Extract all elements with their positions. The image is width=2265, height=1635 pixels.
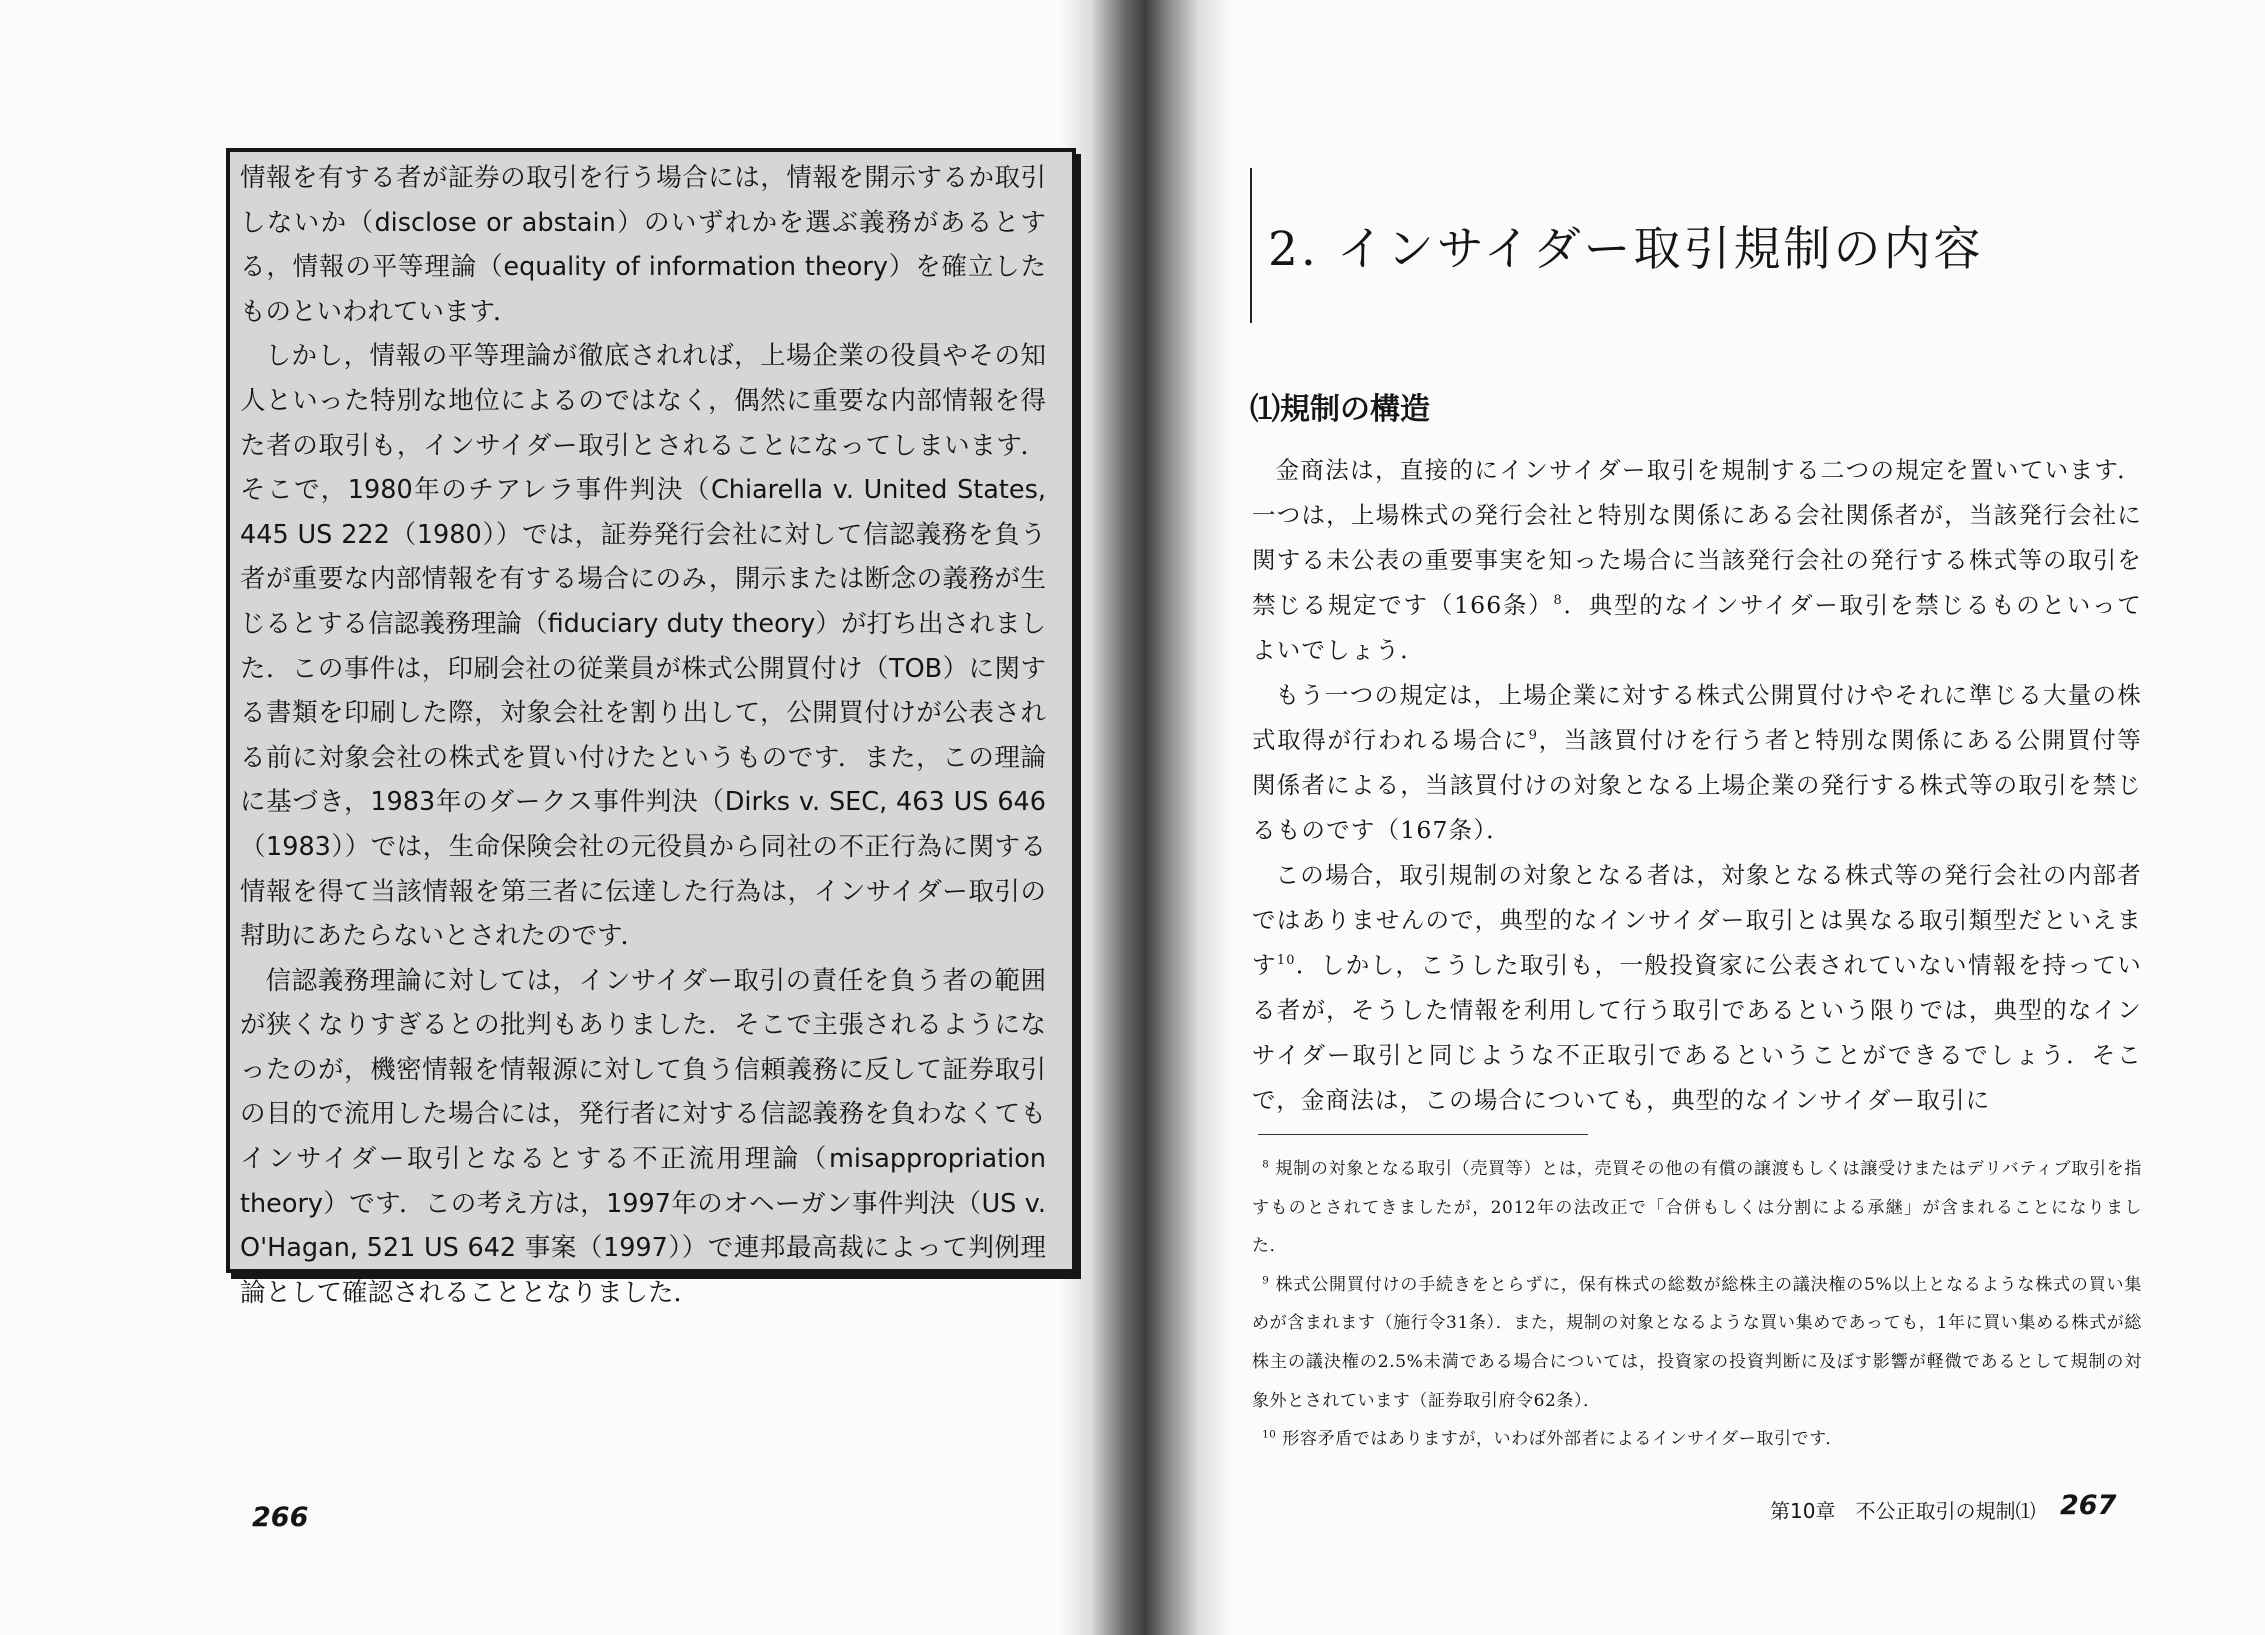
footnote: $^9$ 株式公開買付けの手続きをとらずに，保有株式の総数が総株主の議決権の5%以上となるような株式の買い集めが含まれます（施行令31条）．また，規制の対象となるような買い集めであっても，1年に買い集める株式が総株主の議決権の2.5%未満である場合については，投資家の投資判断に及ぼす影響が軽微であるとして規制の対象外とされています（証券取引府令62条）． [1252, 1274, 2142, 1411]
box-paragraph: 信認義務理論に対しては，インサイダー取引の責任を負う者の範囲が狭くなりすぎるとの批判もありました．そこで主張されるようになったのが，機密情報を情報源に対して負う信頼義務に反して証券取引の目的で流用した場合には，発行者に対する信認義務を負わなくてもインサイダー取引となるとする不正流用理論（misappropriation theory）です．この考え方は，1997年のオヘーガン事件判決（US v. O'Hagan, 521 US 642 事案（1997））で連邦最高裁によって判例理論として確認されることとなりました． [240, 965, 1046, 1308]
page-number-right: 267 [2060, 1490, 2117, 1521]
footnote-ref[interactable]: 8 [1553, 593, 1563, 609]
book-gutter [1060, 0, 1230, 1635]
subheading: ⑴規制の構造 [1250, 392, 1430, 427]
footnote: $^8$ 規制の対象となる取引（売買等）とは，売買その他の有償の譲渡もしくは譲受けまたはデリバティブ取引を指すものとされてきましたが，2012年の法改正で「合併もしくは分割による承継」が含まれることになりました． [1252, 1159, 2142, 1257]
body-paragraph: 金商法は，直接的にインサイダー取引を規制する二つの規定を置いています．一つは，上場株式の発行会社と特別な関係にある会社関係者が，当該発行会社に関する未公表の重要事実を知った場合に当該発行会社の発行する株式等の取引を禁じる規定です（166条）$^8$．典型的なインサイダー取引を禁じるものといってよいでしょう． [1252, 456, 2142, 664]
page-number-left: 266 [252, 1502, 309, 1533]
box-paragraph: 情報を有する者が証券の取引を行う場合には，情報を開示するか取引しないか（disclose or abstain）のいずれかを選ぶ義務があるとする，情報の平等理論（equality of information theory）を確立したものといわれています． [240, 163, 1046, 327]
footnote-ref[interactable]: 9 [1528, 728, 1539, 744]
column-box [226, 148, 1076, 1308]
body-paragraph: もう一つの規定は，上場企業に対する株式公開買付けやそれに準じる大量の株式取得が行われる場合に$^9$，当該買付けを行う者と特別な関係にある公開買付等関係者による，当該買付けの対象となる上場企業の発行する株式等の取引を禁じるものです（167条）． [1252, 681, 2142, 844]
section-title: 2. インサイダー取引規制の内容 [1268, 222, 1984, 277]
footnote-ref[interactable]: 10 [1276, 953, 1296, 969]
body-text [1252, 448, 2142, 1123]
running-head: 第10章 不公正取引の規制⑴ [1770, 1499, 2036, 1523]
footnote: $^{10}$ 形容矛盾ではありますが，いわば外部者によるインサイダー取引です． [1262, 1429, 1844, 1450]
footnotes [1252, 1150, 2142, 1459]
box-paragraph: しかし，情報の平等理論が徹底されれば，上場企業の役員やその知人といった特別な地位によるのではなく，偶然に重要な内部情報を得た者の取引も，インサイダー取引とされることになってしまいます．そこで，1980年のチアレラ事件判決（Chiarella v. United States, 445 US 222（1980））では，証券発行会社に対して信認義務を負う者が重要な内部情報を有する場合にのみ，開示または断念の義務が生じるとする信認義務理論（fiduciary duty theory）が打ち出されました．この事件は，印刷会社の従業員が株式公開買付け（TOB）に関する書類を印刷した際，対象会社を割り出して，公開買付けが公表される前に対象会社の株式を買い付けたというものです．また，この理論に基づき，1983年のダークス事件判決（Dirks v. SEC, 463 US 646（1983））では，生命保険会社の元役員から同社の不正行為に関する情報を得て当該情報を第三者に伝達した行為は，インサイダー取引の幇助にあたらないとされたのです． [240, 341, 1046, 952]
body-paragraph: この場合，取引規制の対象となる者は，対象となる株式等の発行会社の内部者ではありませんので，典型的なインサイダー取引とは異なる取引類型だといえます$^{10}$．しかし，こうした取引も，一般投資家に公表されていない情報を持っている者が，そうした情報を利用して行う取引であるという限りでは，典型的なインサイダー取引と同じような不正取引であるということができるでしょう．そこで，金商法は，この場合についても，典型的なインサイダー取引に [1252, 861, 2142, 1114]
title-rule [1250, 168, 1252, 323]
footnote-rule [1258, 1134, 1588, 1135]
